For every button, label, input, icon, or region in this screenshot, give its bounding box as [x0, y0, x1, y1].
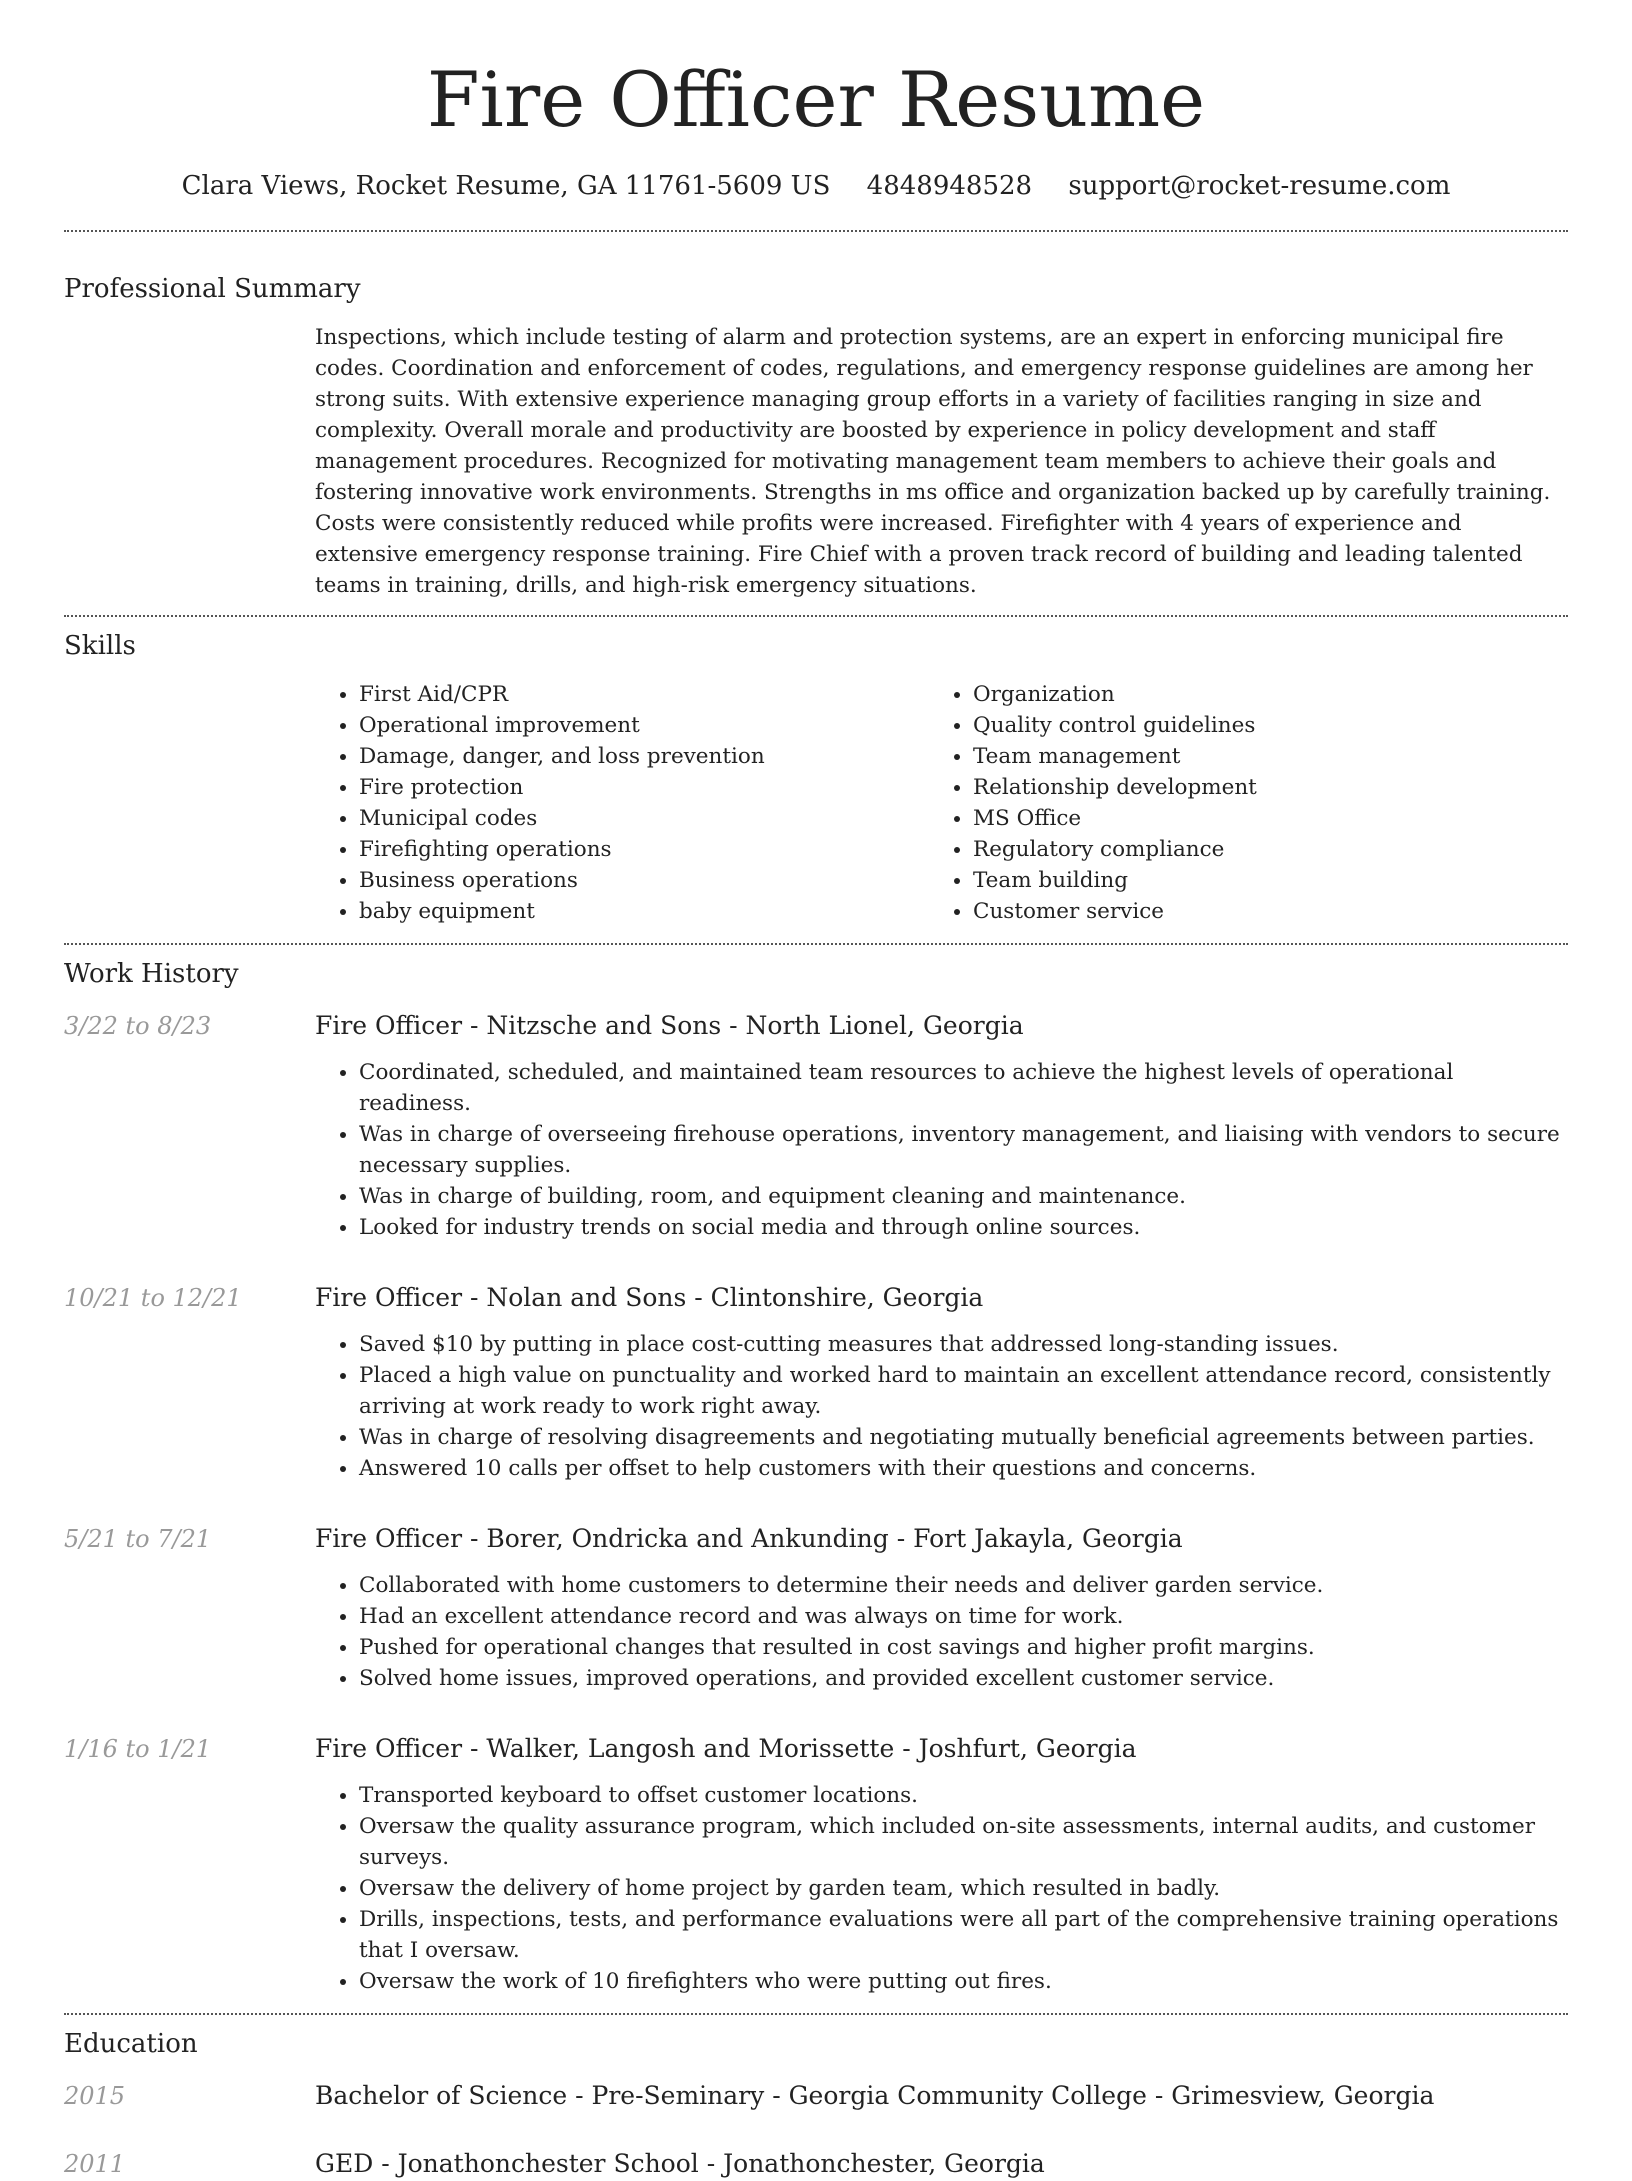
skill-item: • Fire protection — [359, 772, 929, 803]
job-bullet: • Transported keyboard to offset customer locations. — [359, 1780, 1568, 1811]
education-title: GED - Jonathonchester School - Jonathonchester, Georgia — [315, 2149, 1045, 2178]
skill-item: • Municipal codes — [359, 803, 929, 834]
skill-item: • Customer service — [973, 896, 1543, 927]
skill-item: • baby equipment — [359, 896, 929, 927]
job-entry — [64, 1281, 1568, 1484]
job-bullet: • Coordinated, scheduled, and maintained team resources to achieve the highest levels of operational readiness. — [359, 1057, 1568, 1119]
job-bullet: • Collaborated with home customers to determine their needs and deliver garden service. — [359, 1570, 1568, 1601]
page-title: Fire Officer Resume — [426, 55, 1206, 144]
job-bullet: • Was in charge of overseeing firehouse operations, inventory management, and liaising with vendors to secure necessary supplies. — [359, 1119, 1568, 1181]
skill-item: • Operational improvement — [359, 710, 929, 741]
job-dates: 5/21 to 7/21 — [64, 1525, 212, 1553]
resume-page — [64, 0, 1568, 2181]
job-entry — [64, 1009, 1568, 1243]
job-bullet: • Oversaw the delivery of home project by garden team, which resulted in badly. — [359, 1873, 1568, 1904]
job-bullet: • Looked for industry trends on social media and through online sources. — [359, 1212, 1568, 1243]
education-entry — [64, 2079, 1568, 2113]
section-heading-summary: Professional Summary — [64, 274, 361, 304]
skill-item: • Quality control guidelines — [973, 710, 1543, 741]
job-body — [315, 1522, 1568, 1694]
job-title: Fire Officer - Nolan and Sons - Clintonshire, Georgia — [315, 1283, 984, 1312]
education-year: 2011 — [64, 2150, 126, 2178]
job-bullet: • Solved home issues, improved operations, and provided excellent customer service. — [359, 1663, 1568, 1694]
skill-item: • Relationship development — [973, 772, 1543, 803]
job-bullet: • Oversaw the quality assurance program, which included on-site assessments, internal audits, and customer surveys. — [359, 1811, 1568, 1873]
skills-list-right — [929, 679, 1543, 927]
job-bullet: • Had an excellent attendance record and was always on time for work. — [359, 1601, 1568, 1632]
work-history-section — [64, 945, 1568, 1997]
skill-item: • Regulatory compliance — [973, 834, 1543, 865]
job-bullet: • Saved $10 by putting in place cost-cutting measures that addressed long-standing issues. — [359, 1329, 1568, 1360]
professional-summary-section — [64, 232, 1568, 601]
contact-line — [64, 168, 1568, 204]
job-entry — [64, 1732, 1568, 1997]
skill-item: • Team building — [973, 865, 1543, 896]
skill-item: • First Aid/CPR — [359, 679, 929, 710]
job-bullet: • Was in charge of resolving disagreements and negotiating mutually beneficial agreements between parties. — [359, 1422, 1568, 1453]
job-dates: 10/21 to 12/21 — [64, 1284, 242, 1312]
job-bullet: • Pushed for operational changes that resulted in cost savings and higher profit margins. — [359, 1632, 1568, 1663]
education-entry — [64, 2147, 1568, 2181]
skill-item: • Firefighting operations — [359, 834, 929, 865]
job-bullet: • Drills, inspections, tests, and performance evaluations were all part of the comprehensive training operations that I oversaw. — [359, 1904, 1568, 1966]
education-title: Bachelor of Science - Pre-Seminary - Georgia Community College - Grimesview, Georgia — [315, 2081, 1435, 2110]
job-bullet: • Answered 10 calls per offset to help customers with their questions and concerns. — [359, 1453, 1568, 1484]
education-section — [64, 2015, 1568, 2181]
job-dates: 1/16 to 1/21 — [64, 1735, 212, 1763]
job-body — [315, 1009, 1568, 1243]
section-heading-skills: Skills — [64, 631, 136, 661]
contact-email: support@rocket-resume.com — [1068, 171, 1451, 201]
job-bullets — [315, 1780, 1568, 1997]
job-title: Fire Officer - Borer, Ondricka and Ankunding - Fort Jakayla, Georgia — [315, 1524, 1183, 1553]
contact-address: Clara Views, Rocket Resume, GA 11761-5609 US — [181, 171, 831, 201]
education-year: 2015 — [64, 2082, 126, 2110]
summary-text: Inspections, which include testing of alarm and protection systems, are an expert in enforcing municipal fire codes. Coordination and enforcement of codes, regulations, and emergency response guidelines are among her strong suits. With extensive experience managing group efforts in a variety of facilities ranging in size and complexity. Overall morale and productivity are boosted by experience in policy development and staff management procedures. Recognized for motivating management team members to achieve their goals and fostering innovative work environments. Strengths in ms office and organization backed up by carefully training. Costs were consistently reduced while profits were increased. Firefighter with 4 years of experience and extensive emergency response training. Fire Chief with a proven track record of building and leading talented teams in training, drills, and high-risk emergency situations. — [315, 325, 1551, 598]
skill-item: • Organization — [973, 679, 1543, 710]
contact-phone: 4848948528 — [866, 171, 1033, 201]
job-dates: 3/22 to 8/23 — [64, 1012, 212, 1040]
skill-item: • MS Office — [973, 803, 1543, 834]
job-bullet: • Placed a high value on punctuality and worked hard to maintain an excellent attendance record, consistently arriving at work ready to work right away. — [359, 1360, 1568, 1422]
job-bullet: • Was in charge of building, room, and equipment cleaning and maintenance. — [359, 1181, 1568, 1212]
job-title: Fire Officer - Walker, Langosh and Morissette - Joshfurt, Georgia — [315, 1734, 1137, 1763]
skill-item: • Team management — [973, 741, 1543, 772]
job-title: Fire Officer - Nitzsche and Sons - North Lionel, Georgia — [315, 1011, 1024, 1040]
job-entry — [64, 1522, 1568, 1694]
job-body — [315, 1281, 1568, 1484]
section-heading-education: Education — [64, 2029, 198, 2059]
job-bullets — [315, 1570, 1568, 1694]
skills-columns — [315, 679, 1568, 927]
job-bullet: • Oversaw the work of 10 firefighters who were putting out fires. — [359, 1966, 1568, 1997]
skill-item: • Business operations — [359, 865, 929, 896]
education-body — [315, 2079, 1568, 2113]
job-body — [315, 1732, 1568, 1997]
job-bullets — [315, 1329, 1568, 1484]
skill-item: • Damage, danger, and loss prevention — [359, 741, 929, 772]
section-heading-work: Work History — [64, 959, 239, 989]
skills-section — [64, 617, 1568, 927]
education-body — [315, 2147, 1568, 2181]
skills-list-left — [315, 679, 929, 927]
job-bullets — [315, 1057, 1568, 1243]
